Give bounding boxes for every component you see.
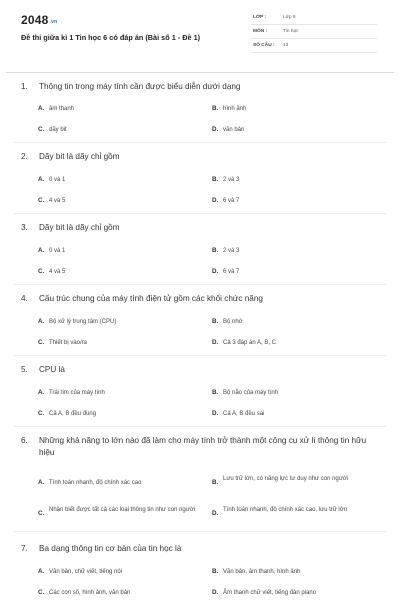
exam-title: Đề thi giữa kì 1 Tin học 6 có đáp án (Bài số 1 - Đề 1) <box>21 33 201 42</box>
question-number: 4. <box>21 294 28 303</box>
question-separator <box>14 284 386 285</box>
meta-row-subject <box>251 25 377 39</box>
question-text: Dãy bit là dãy chỉ gồm <box>39 223 120 232</box>
question-separator <box>14 142 386 143</box>
option-text: Văn bản, chữ viết, tiếng nói <box>49 569 123 575</box>
site-logo[interactable] <box>21 13 57 27</box>
option-text: văn bản <box>223 127 245 133</box>
option-letter: D. <box>212 410 219 417</box>
option-letter: C. <box>38 339 45 346</box>
question-number: 1. <box>21 82 28 91</box>
option-letter: A. <box>38 105 45 112</box>
option-text: 4 và 5 <box>49 269 66 275</box>
option-text: 4 và 5 <box>49 198 66 204</box>
option-text: 6 và 7 <box>223 269 240 275</box>
option-text: Lưu trữ lớn, có năng lực tư duy như con người <box>223 476 349 482</box>
question-text: Dãy bit là dãy chỉ gồm <box>39 152 120 161</box>
meta-row-question-count <box>251 39 377 53</box>
question-stem <box>21 81 381 93</box>
question-stem <box>21 293 381 305</box>
option-letter: B. <box>212 318 219 325</box>
option-text: Âm thanh chữ viết, tiếng đàn piano <box>223 590 317 596</box>
question-text: Ba dạng thông tin cơ bản của tin học là <box>39 544 182 553</box>
question-separator <box>14 531 386 532</box>
option-text: Cả A, B đều sai <box>223 411 265 417</box>
meta-label: SỐ CÂU : <box>253 43 275 48</box>
option-letter: A. <box>38 389 45 396</box>
question-number: 5. <box>21 365 28 374</box>
option-text: Văn bản, âm thanh, hình ảnh <box>223 569 301 575</box>
option-letter: A. <box>38 318 45 325</box>
option-letter: B. <box>212 389 219 396</box>
option-letter: A. <box>38 247 45 254</box>
question-stem <box>21 151 381 163</box>
option-letter: B. <box>212 479 219 486</box>
question-stem <box>21 543 381 555</box>
option-letter: B. <box>212 568 219 575</box>
header-divider <box>6 72 394 73</box>
option-text: 2 và 3 <box>223 177 240 183</box>
option-text: Bộ xử lý trung tâm (CPU) <box>49 319 117 325</box>
option-letter: A. <box>38 568 45 575</box>
option-text: 2 và 3 <box>223 248 240 254</box>
option-letter: C. <box>38 126 45 133</box>
question-number: 7. <box>21 544 28 553</box>
option-letter: C. <box>38 268 45 275</box>
option-text: Nhận biết được tất cả các loại thông tin như con người <box>49 507 196 513</box>
option-text: Cả A, B đều đúng <box>49 411 97 417</box>
option-letter: A. <box>38 479 45 486</box>
option-letter: D. <box>212 339 219 346</box>
question-stem <box>21 435 381 459</box>
option-text: 6 và 7 <box>223 198 240 204</box>
option-text: 0 và 1 <box>49 177 66 183</box>
option-letter: C. <box>38 510 45 517</box>
question-number: 2. <box>21 152 28 161</box>
option-text: Bộ nhớ <box>223 319 243 325</box>
option-letter: B. <box>212 105 219 112</box>
meta-value: 13 <box>283 43 289 48</box>
option-letter: B. <box>212 176 219 183</box>
question-separator <box>14 355 386 356</box>
question-text: Cấu trúc chung của máy tính điện tử gồm các khối chức năng <box>39 294 263 303</box>
exam-meta-table <box>251 11 377 53</box>
option-text: Các con số, hình ảnh, văn bản <box>49 590 131 596</box>
option-letter: D. <box>212 268 219 275</box>
option-text: dãy bit <box>49 127 67 133</box>
option-letter: D. <box>212 510 219 517</box>
question-separator <box>14 213 386 214</box>
question-number: 6. <box>21 436 28 445</box>
meta-label: MÔN : <box>253 29 268 34</box>
question-separator <box>14 426 386 427</box>
option-letter: D. <box>212 126 219 133</box>
option-letter: C. <box>38 197 45 204</box>
option-text: Cả 3 đáp án A, B, C <box>223 340 277 346</box>
question-stem <box>21 222 381 234</box>
meta-row-class <box>251 11 377 25</box>
option-text: Tính toán nhanh, độ chính xác cao, lưu trữ lớn <box>223 507 348 513</box>
option-text: Trái tim của máy tính <box>49 390 105 396</box>
option-text: 0 và 1 <box>49 248 66 254</box>
meta-value: Tin học <box>283 29 299 34</box>
meta-label: LỚP : <box>253 15 267 20</box>
option-text: âm thanh <box>49 106 75 112</box>
exam-header <box>0 0 400 62</box>
question-text: Thông tin trong máy tính cần được biểu diễn dưới dạng <box>39 82 241 91</box>
logo-suffix: .vn <box>49 19 58 25</box>
option-text: Thiết bị vào/ra <box>49 340 88 346</box>
option-letter: B. <box>212 247 219 254</box>
meta-value: Lớp 6 <box>283 15 296 20</box>
option-letter: A. <box>38 176 45 183</box>
question-stem <box>21 364 381 376</box>
option-letter: C. <box>38 410 45 417</box>
option-letter: D. <box>212 589 219 596</box>
question-text: Những khả năng to lớn nào đã làm cho máy tính trở thành một công cụ xử lí thông tin hữu hiệu <box>39 436 367 457</box>
option-letter: D. <box>212 197 219 204</box>
question-number: 3. <box>21 223 28 232</box>
option-text: Bộ não của máy tính <box>223 390 279 396</box>
option-text: hình ảnh <box>223 106 247 112</box>
logo-main: 2048 <box>21 13 49 27</box>
option-text: Tính toán nhanh, độ chính xác cao <box>49 480 142 486</box>
question-text: CPU là <box>39 365 65 374</box>
option-letter: C. <box>38 589 45 596</box>
